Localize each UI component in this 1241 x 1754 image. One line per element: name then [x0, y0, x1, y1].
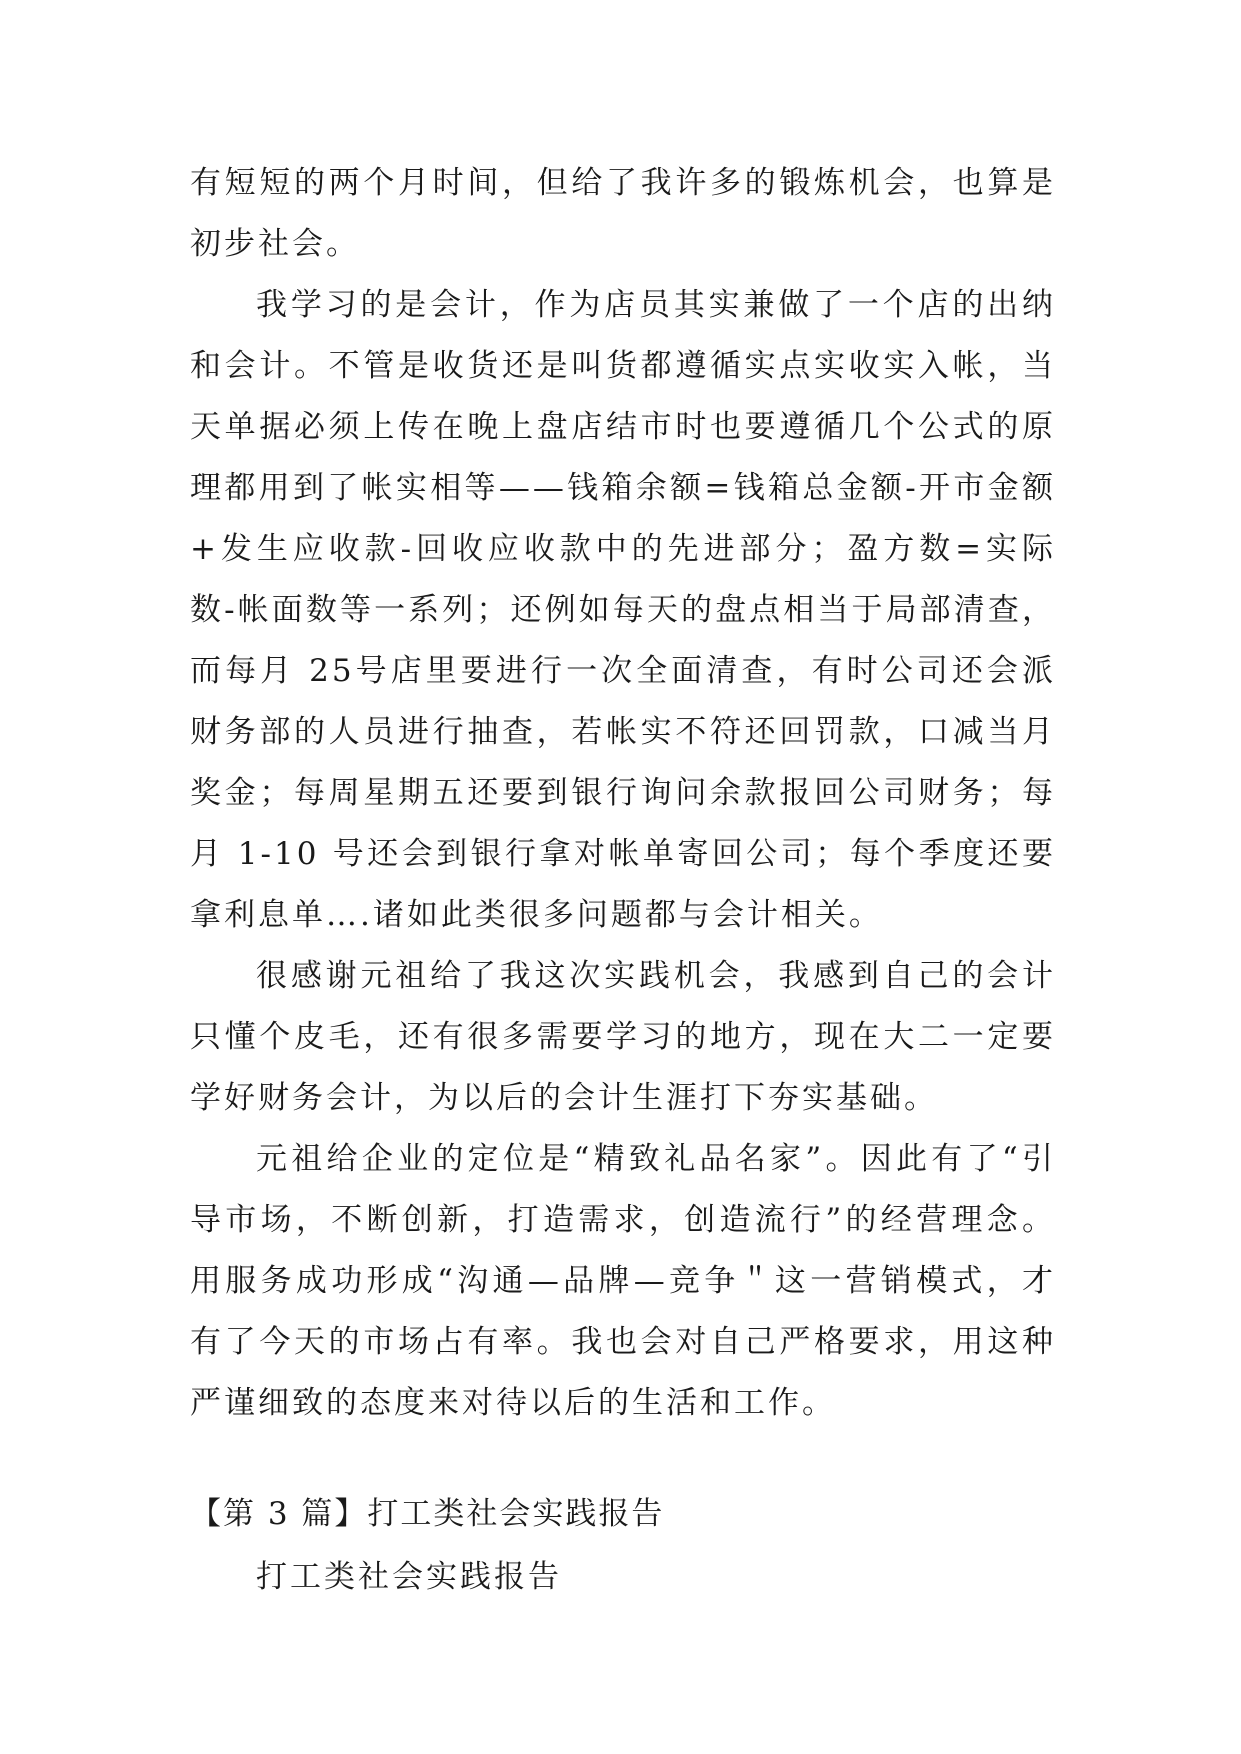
paragraph-2: 我学习的是会计，作为店员其实兼做了一个店的出纳和会计。不管是收货还是叫货都遵循实点实收实入帐，当天单据必须上传在晚上盘店结市时也要遵循几个公式的原理都用到了帐实相等——钱箱余额=钱箱总金额-开市金额+发生应收款-回收应收款中的先进部分；盈方数=实际数-帐面数等一系列；还例如每天的盘点相当于局部清查，而每月 25号店里要进行一次全面清查，有时公司还会派财务部的人员进行抽查，若帐实不符还回罚款，口减当月奖金；每周星期五还要到银行询问余款报回公司财务；每月 1-10 号还会到银行拿对帐单寄回公司；每个季度还要拿利息单….诸如此类很多问题都与会计相关。 [190, 287, 1056, 933]
section-title: 【第 3 篇】打工类社会实践报告 [190, 1496, 665, 1532]
paragraph-3: 很感谢元祖给了我这次实践机会，我感到自己的会计只懂个皮毛，还有很多需要学习的地方，现在大二一定要学好财务会计，为以后的会计生涯打下夯实基础。 [190, 958, 1056, 1116]
paragraph-4: 元祖给企业的定位是“精致礼品名家”。因此有了“引导市场，不断创新，打造需求，创造流行”的经营理念。用服务成功形成“沟通—品牌—竞争＂这一营销模式，才有了今天的市场占有率。我也会对自己严格要求，用这种严谨细致的态度来对待以后的生活和工作。 [190, 1141, 1056, 1421]
document-page [190, 153, 1056, 1608]
paragraph-1: 有短短的两个月时间，但给了我许多的锻炼机会，也算是初步社会。 [190, 165, 1056, 262]
section-subtitle: 打工类社会实践报告 [256, 1559, 562, 1595]
